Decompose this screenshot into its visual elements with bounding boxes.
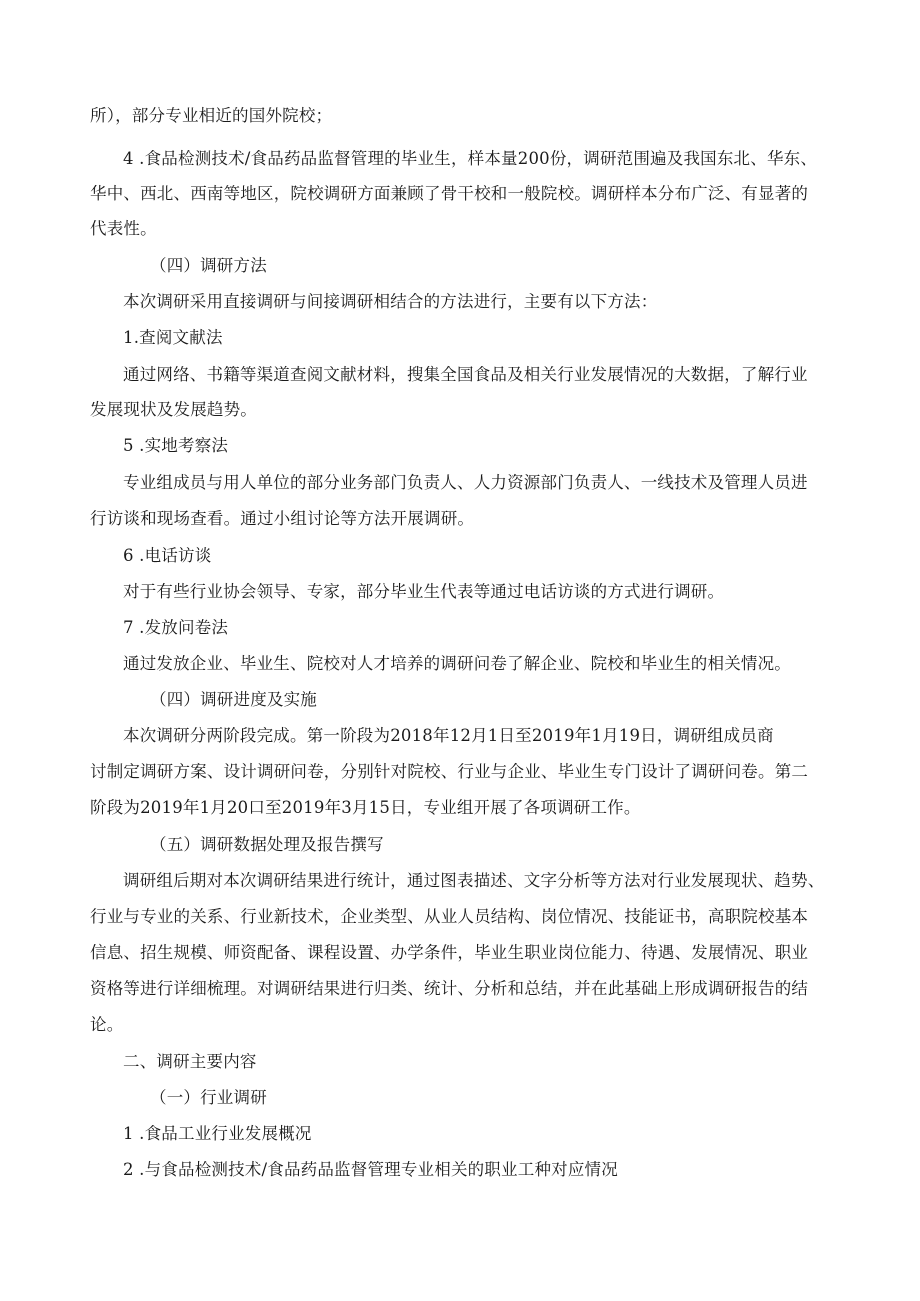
text-line: 信息、招生规模、师资配备、课程设置、办学条件，毕业生职业岗位能力、待遇、发展情况、职业 (90, 943, 809, 962)
text-line: 行业与专业的关系、行业新技术，企业类型、从业人员结构、岗位情况、技能证书，高职院校基本 (90, 907, 809, 926)
text-line: 讨制定调研方案、设计调研问卷，分别针对院校、行业与企业、毕业生专门设计了调研问卷。第二 (90, 762, 809, 781)
chapter-heading: 二、调研主要内容 (123, 1052, 257, 1071)
text-line: 所），部分专业相近的国外院校； (90, 106, 333, 125)
list-item-5: 5 .实地考察法 (123, 436, 229, 455)
list-item-6: 6 .电话访谈 (123, 546, 212, 565)
text-line: 论。 (90, 1015, 124, 1034)
paragraph-line: 专业组成员与用人单位的部分业务部门负责人、人力资源部门负责人、一线技术及管理人员进 (123, 473, 808, 492)
text-line: 阶段为2019年1月20口至2019年3月15日，专业组开展了各项调研工作。 (90, 798, 641, 817)
list-item-2: 2 .与食品检测技术/食品药品监督管理专业相关的职业工种对应情况 (123, 1160, 618, 1179)
paragraph-line: 本次调研采用直接调研与间接调研相结合的方法进行，主要有以下方法： (123, 292, 658, 311)
text-line: 发展现状及发展趋势。 (90, 400, 257, 419)
text-line: 华中、西北、西南等地区，院校调研方面兼顾了骨干校和一般院校。调研样本分布广泛、有显著的 (90, 184, 809, 203)
list-item-4: 4 .食品检测技术/食品药品监督管理的毕业生，样本量200份，调研范围遍及我国东北、华东、 (123, 149, 818, 168)
paragraph-line: 通过发放企业、毕业生、院校对人才培养的调研问卷了解企业、院校和毕业生的相关情况。 (123, 654, 791, 673)
paragraph-line: 调研组后期对本次调研结果进行统计，通过图表描述、文字分析等方法对行业发展现状、趋势、 (123, 871, 825, 890)
list-item-1: 1 .食品工业行业发展概况 (123, 1124, 312, 1143)
list-item-1: 1.查阅文献法 (123, 328, 223, 347)
text-line: 行访谈和现场查看。通过小组讨论等方法开展调研。 (90, 509, 475, 528)
section-heading: （四）调研方法 (150, 256, 267, 275)
paragraph-line: 对于有些行业协会领导、专家，部分毕业生代表等通过电话访谈的方式进行调研。 (123, 582, 725, 601)
section-heading: （五）调研数据处理及报告撰写 (150, 835, 384, 854)
section-heading: （一）行业调研 (150, 1088, 267, 1107)
paragraph-line: 通过网络、书籍等渠道查阅文献材料，搜集全国食品及相关行业发展情况的大数据，了解行业 (123, 365, 808, 384)
paragraph-line: 本次调研分两阶段完成。第一阶段为2018年12月1日至2019年1月19日，调研组成员商 (123, 726, 774, 745)
section-heading: （四）调研进度及实施 (150, 690, 317, 709)
text-line: 代表性。 (90, 219, 157, 238)
text-line: 资格等进行详细梳理。对调研结果进行归类、统计、分析和总结，并在此基础上形成调研报告的结 (90, 979, 809, 998)
list-item-7: 7 .发放问卷法 (123, 618, 229, 637)
